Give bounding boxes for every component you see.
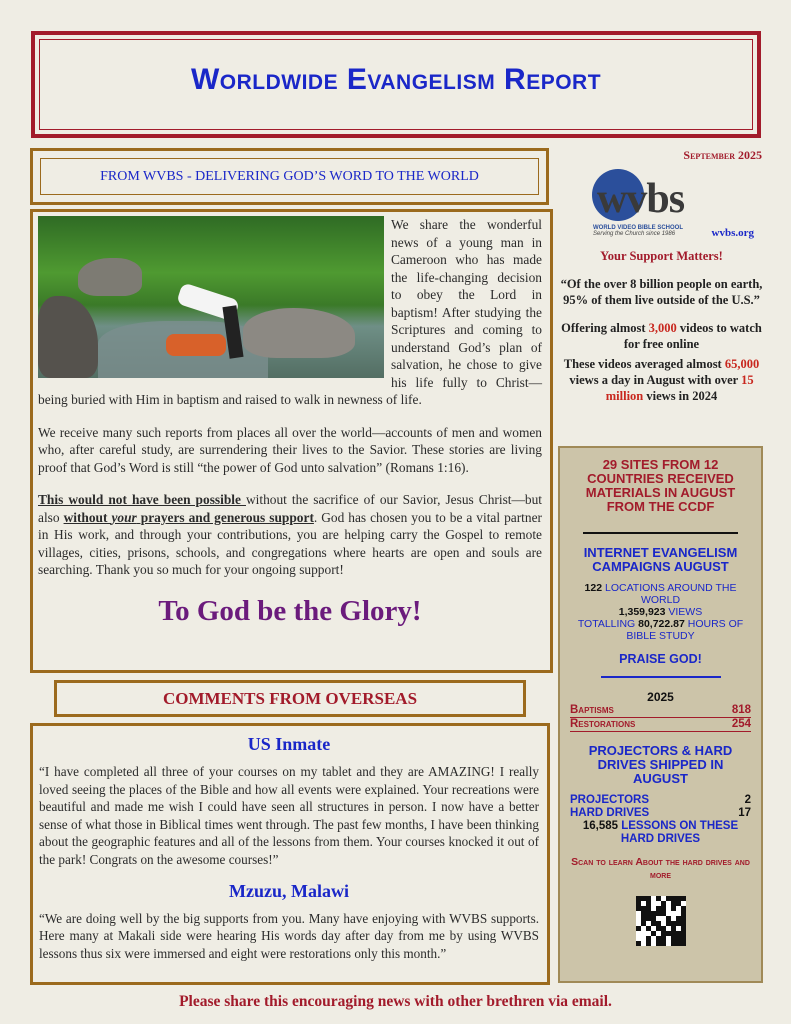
comment-2-text: “We are doing well by the big supports from you. Many have enjoying with WVBS supports. Here many at Makali side were hearing His words day after day from me by using WVBS lessons thus six were immersed and eight were restorations only this month.” <box>39 910 539 961</box>
locations-stat: 122 LOCATIONS AROUND THE WORLD <box>584 582 737 606</box>
partner-text: . God has chosen you to be a vital partner in His work, and through your contributions, you are helping carry the Gospel to remote villages, cities, prisons, schools, and congregations where hearts are open and souls are searching. Thank you so much for your ongoing support! <box>38 509 542 577</box>
sites-heading: 29 SITES FROM 12 COUNTRIES RECEIVED MATERIALS IN AUGUST FROM THE CCDF <box>585 457 736 514</box>
wvbs-logo <box>559 165 764 241</box>
internet-heading: INTERNET EVANGELISM CAMPAIGNS AUGUST <box>583 545 738 574</box>
support-phrase: without your prayers and generous support <box>63 509 314 525</box>
comment-1-text: “I have completed all three of your courses on my tablet and they are AMAZING! I really loved seeing the places of the Bible and how all events were explained. Your recreations were beautiful and made me wish I could have seen all structures in person. I now have a better sense of what those in Biblical times went through. The past few months, I have been thinking about the geographic features and all of the lessons from them. Your courses knocked it out of the park! Congrats on the awesome courses!” <box>39 764 539 867</box>
hours-stat: TOTALLING 80,722.87 HOURS OF BIBLE STUDY <box>577 618 744 642</box>
year-label: 2025 <box>647 690 674 704</box>
title-frame <box>31 31 761 138</box>
praise-text: PRAISE GOD! <box>619 652 702 666</box>
story-box <box>30 209 553 673</box>
banner-frame <box>30 148 549 205</box>
logo-wordmark: wvbs <box>597 176 685 222</box>
sacrifice-text: without the sacrifice of our Savior, Jesus Christ—but also <box>38 492 543 525</box>
banner-text: FROM WVBS - DELIVERING GOD’S WORD TO THE WORLD <box>40 158 539 195</box>
stats-panel <box>558 446 763 983</box>
population-quote: “Of the over 8 billion people on earth, 95% of them live outside of the U.S.” <box>560 277 763 307</box>
comment-1-author: US Inmate <box>247 734 331 754</box>
story-paragraph-2: We receive many such reports from places all over the world—accounts of men and women who, after careful study, are surrendering their lives to the Savior. These stories are living proof that God’s Word is still “the power of God unto salvation” (Romans 1:16). <box>38 424 542 475</box>
glory-heading: To God be the Glory! <box>158 594 422 627</box>
divider-blue <box>601 676 721 678</box>
views-stat: These videos averaged almost 65,000 views a day in August with over 15 million views in 2024 <box>563 357 760 403</box>
footer-note: Please share this encouraging news with other brethren via email. <box>179 993 612 1010</box>
story-paragraph-3 <box>38 491 542 579</box>
report-title: Worldwide Evangelism Report <box>190 63 602 96</box>
sidebar <box>559 148 764 404</box>
baptisms-row: Baptisms 818 <box>570 704 751 716</box>
logo-subtitle: WORLD VIDEO BIBLE SCHOOL Serving the Church since 1986 <box>593 225 683 237</box>
scan-prompt: Scan to learn About the hard drives and more <box>571 856 750 881</box>
story-paragraph-1: We share the wonderful news of a young man in Cameroon who has made the life-changing decision to obey the Lord in baptism! After studying the Scriptures and coming to understand God’s plan of salvation, he chose to give his life fully to Christ—being buried with Him in baptism and raised to walk in newness of life. <box>38 217 542 407</box>
comments-box <box>30 723 550 985</box>
comments-heading: COMMENTS FROM OVERSEAS <box>54 680 526 717</box>
restorations-row: Restorations 254 <box>570 718 751 730</box>
qr-code-icon[interactable] <box>636 896 686 946</box>
baptism-photo <box>38 216 384 378</box>
hard-drives-row: HARD DRIVES 17 <box>570 807 751 819</box>
support-heading: Your Support Matters! <box>600 249 723 263</box>
lessons-stat: 16,585 LESSONS ON THESE HARD DRIVES <box>582 820 739 845</box>
views-count: 1,359,923 VIEWS <box>618 606 703 618</box>
issue-date: September 2025 <box>683 148 762 162</box>
comment-2-author: Mzuzu, Malawi <box>229 880 349 901</box>
shipped-heading: PROJECTORS & HARD DRIVES SHIPPED IN AUGUST <box>588 743 733 786</box>
not-possible-text: This would not have been possible <box>38 492 246 507</box>
divider <box>583 532 738 534</box>
website-link[interactable]: wvbs.org <box>711 227 754 239</box>
videos-offer: Offering almost 3,000 videos to watch for free online <box>561 321 762 351</box>
projectors-row: PROJECTORS 2 <box>570 794 751 806</box>
